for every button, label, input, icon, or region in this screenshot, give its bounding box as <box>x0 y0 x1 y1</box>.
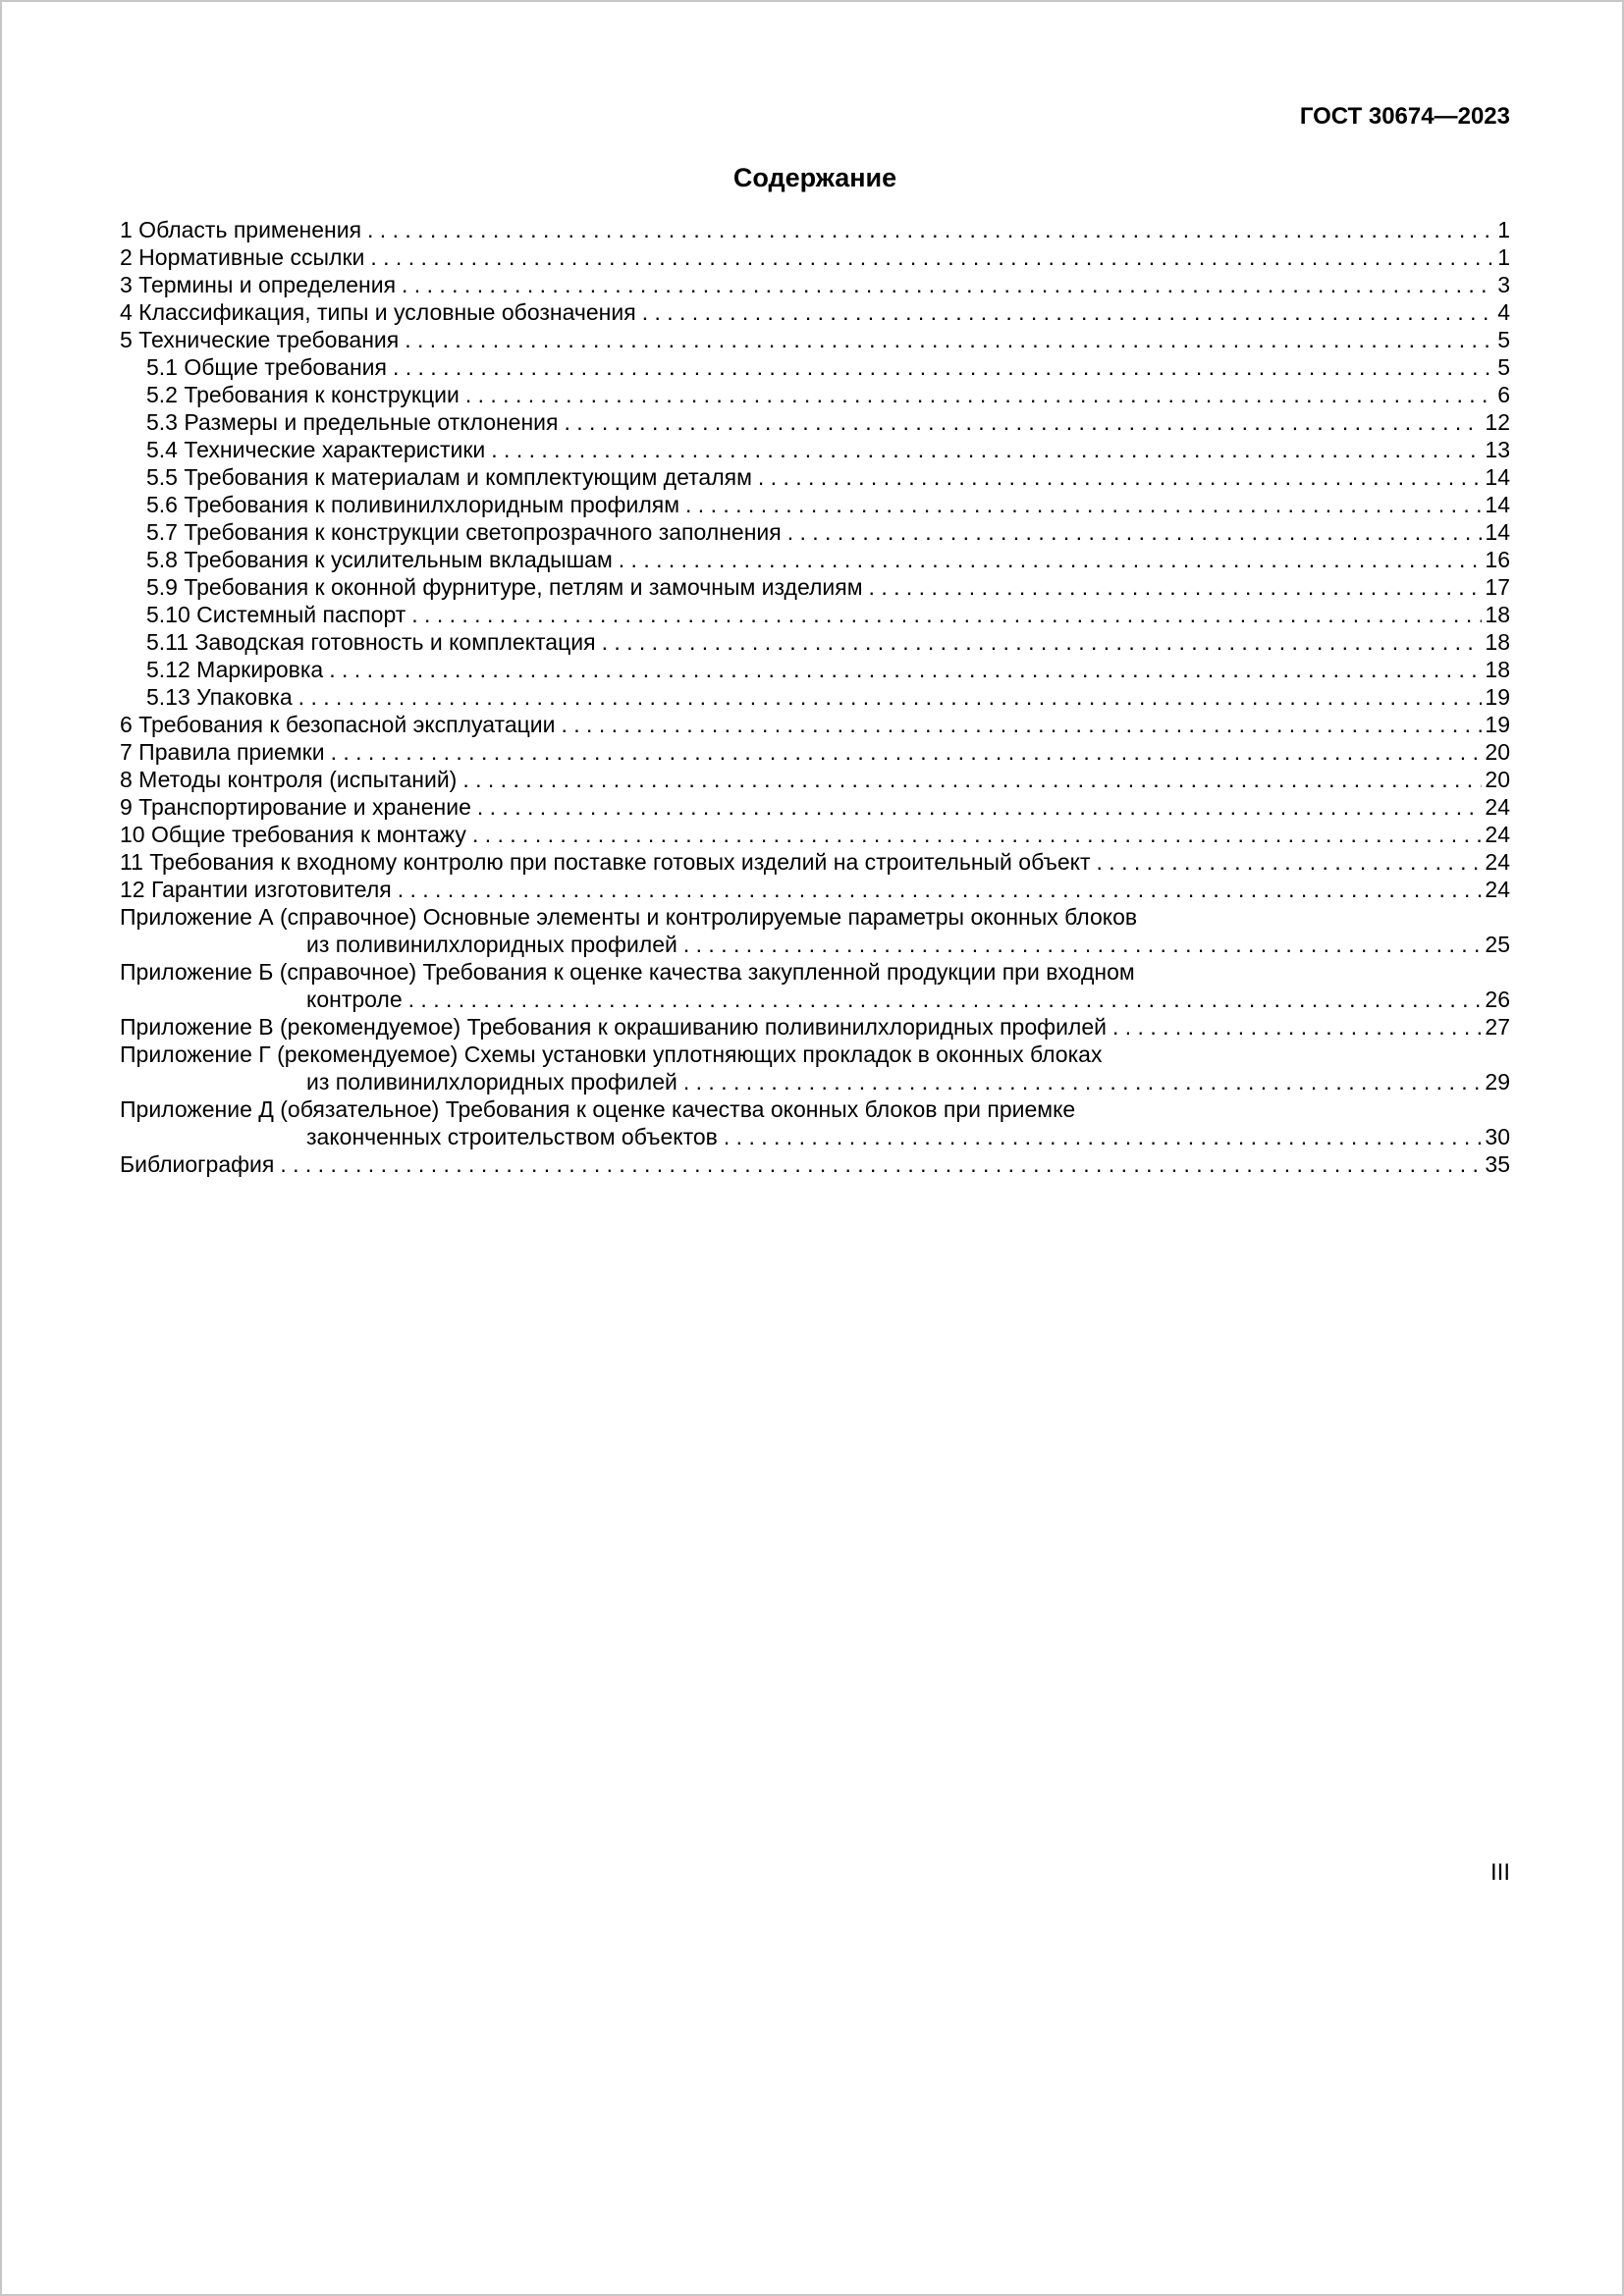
dot-leader <box>367 216 1494 243</box>
toc-entry-page: 17 <box>1485 574 1510 600</box>
toc-entry <box>120 1095 1510 1150</box>
toc-entry-page: 19 <box>1485 684 1510 710</box>
toc-entry-page: 29 <box>1485 1069 1510 1095</box>
toc-entry-row <box>120 848 1510 876</box>
dot-leader <box>465 381 1494 408</box>
toc-entry-page: 14 <box>1485 492 1510 517</box>
toc-entry-page: 4 <box>1497 299 1510 325</box>
toc-entry-line2 <box>120 986 1510 1013</box>
toc-entry <box>120 353 1510 381</box>
toc-entry <box>120 381 1510 408</box>
toc-entry-label: 5.7 Требования к конструкции светопрозрачного заполнения <box>146 519 782 545</box>
page-content <box>120 2 1510 1178</box>
toc-entry-row <box>120 628 1510 656</box>
toc-entry-page: 1 <box>1497 244 1510 270</box>
toc-entry-label: 5.3 Размеры и предельные отклонения <box>146 409 559 435</box>
toc-entry-row <box>120 463 1510 491</box>
toc-entry <box>120 216 1510 243</box>
dot-leader <box>685 491 1482 518</box>
toc-entry-label: 5.11 Заводская готовность и комплектация <box>146 629 596 655</box>
dot-leader <box>393 353 1494 381</box>
toc-entry <box>120 958 1510 1013</box>
dot-leader <box>331 738 1483 766</box>
toc-entry-row <box>120 326 1510 353</box>
toc-entry-label: Приложение Г (рекомендуемое) Схемы установки уплотняющих прокладок в оконных блоках <box>120 1041 1103 1067</box>
dot-leader <box>408 986 1483 1013</box>
toc-entry-continuation: законченных строительством объектов <box>306 1124 718 1149</box>
toc-entry-label: 5.12 Маркировка <box>146 657 324 682</box>
toc-entry-row <box>120 573 1510 601</box>
dot-leader <box>398 876 1483 903</box>
toc-entry <box>120 408 1510 436</box>
toc-entry-row <box>120 546 1510 573</box>
dot-leader <box>564 408 1482 436</box>
toc-entry-label: 2 Нормативные ссылки <box>120 244 365 270</box>
toc-entry-row <box>120 1150 1510 1178</box>
toc-entry <box>120 903 1510 958</box>
dot-leader <box>787 518 1483 546</box>
toc-entry <box>120 518 1510 546</box>
toc-entry-page: 14 <box>1485 464 1510 490</box>
toc-entry-page: 35 <box>1485 1151 1510 1177</box>
toc-entry-line1 <box>120 1095 1510 1123</box>
toc-entry <box>120 848 1510 876</box>
toc-title: Содержание <box>732 163 897 192</box>
toc-entry-row <box>120 353 1510 381</box>
standard-number: ГОСТ 30674—2023 <box>1299 103 1510 130</box>
toc-entry-label: 5 Технические требования <box>120 327 400 352</box>
toc-entry <box>120 491 1510 518</box>
toc-entry-row <box>120 821 1510 848</box>
toc-entry-page: 18 <box>1485 657 1510 682</box>
dot-leader <box>462 766 1482 793</box>
toc-entry-row <box>120 271 1510 298</box>
toc-entry <box>120 821 1510 848</box>
toc-entry-line2 <box>120 931 1510 958</box>
toc-entry <box>120 463 1510 491</box>
dot-leader <box>758 463 1483 491</box>
toc-entry <box>120 793 1510 821</box>
page-number: III <box>1489 1859 1510 1886</box>
toc-entry-label: 5.4 Технические характеристики <box>146 437 486 462</box>
toc-entry-row <box>120 766 1510 793</box>
toc-entry-page: 16 <box>1485 547 1510 572</box>
toc-entry-row <box>120 436 1510 463</box>
toc-entry <box>120 326 1510 353</box>
toc-entry-label: 11 Требования к входному контролю при поставке готовых изделий на строительный объект <box>120 849 1091 875</box>
toc-entry <box>120 876 1510 903</box>
toc-entry-row <box>120 243 1510 271</box>
toc-entry <box>120 243 1510 271</box>
toc-entry-continuation: из поливинилхлоридных профилей <box>306 932 677 957</box>
toc-entry-page: 14 <box>1485 519 1510 545</box>
toc-entry-page: 13 <box>1485 437 1510 462</box>
toc-entry <box>120 766 1510 793</box>
dot-leader <box>329 656 1482 683</box>
toc-entry-row <box>120 711 1510 738</box>
toc-entry-label: 4 Классификация, типы и условные обозначения <box>120 299 636 325</box>
toc-entry-line1 <box>120 958 1510 986</box>
toc-entry-continuation: контроле <box>306 987 403 1012</box>
toc-entry-page: 20 <box>1485 767 1510 792</box>
dot-leader <box>1112 1013 1482 1041</box>
toc-entry-label: Приложение Д (обязательное) Требования к оценке качества оконных блоков при приемке <box>120 1096 1076 1122</box>
toc-entry-page: 18 <box>1485 602 1510 627</box>
toc-entry-page: 18 <box>1485 629 1510 655</box>
dot-leader <box>405 326 1494 353</box>
toc-entry-label: Приложение В (рекомендуемое) Требования к окрашиванию поливинилхлоридных профилей <box>120 1014 1107 1040</box>
toc-entry-row <box>120 1013 1510 1041</box>
toc-entry-page: 20 <box>1485 739 1510 765</box>
dot-leader <box>683 1068 1483 1095</box>
toc-entry-row <box>120 793 1510 821</box>
toc-entry-row <box>120 518 1510 546</box>
toc-entry-row <box>120 408 1510 436</box>
toc-entry-label: 3 Термины и определения <box>120 272 397 297</box>
toc-entry <box>120 573 1510 601</box>
dot-leader <box>280 1150 1482 1178</box>
toc-entry-label: 6 Требования к безопасной эксплуатации <box>120 712 556 737</box>
toc-entry-page: 24 <box>1485 877 1510 902</box>
dot-leader <box>642 298 1495 326</box>
toc-entry-label: 5.5 Требования к материалам и комплектующим деталям <box>146 464 752 490</box>
toc-entry-row <box>120 298 1510 326</box>
dot-leader <box>683 931 1483 958</box>
dot-leader <box>472 821 1482 848</box>
toc-entry-line2 <box>120 1068 1510 1095</box>
toc-entry <box>120 711 1510 738</box>
toc-entry <box>120 546 1510 573</box>
toc-entry <box>120 298 1510 326</box>
toc-entry-page: 24 <box>1485 822 1510 847</box>
dot-leader <box>491 436 1482 463</box>
toc-entry-label: 5.10 Системный паспорт <box>146 602 406 627</box>
toc-entry-label: Приложение А (справочное) Основные элементы и контролируемые параметры оконных блоков <box>120 904 1138 930</box>
dot-leader <box>411 601 1482 628</box>
toc-entry-page: 30 <box>1485 1124 1510 1149</box>
toc-entry-continuation: из поливинилхлоридных профилей <box>306 1069 677 1095</box>
dot-leader <box>724 1123 1483 1150</box>
toc-entry-page: 25 <box>1485 932 1510 957</box>
dot-leader <box>619 546 1483 573</box>
toc-entry-label: 5.2 Требования к конструкции <box>146 382 460 407</box>
toc-entry-page: 5 <box>1497 327 1510 352</box>
toc-entry-label: 5.6 Требования к поливинилхлоридным профилям <box>146 492 680 517</box>
document-header <box>120 2 1510 130</box>
toc-entry <box>120 1150 1510 1178</box>
toc-entry <box>120 683 1510 711</box>
toc-entry <box>120 1013 1510 1041</box>
toc-entry <box>120 436 1510 463</box>
toc-entry-label: 5.1 Общие требования <box>146 354 387 380</box>
toc-entry-label: 1 Область применения <box>120 217 362 242</box>
toc-entry-page: 27 <box>1485 1014 1510 1040</box>
toc-entry <box>120 1041 1510 1095</box>
toc-entry-row <box>120 381 1510 408</box>
toc-entry <box>120 628 1510 656</box>
toc-entry-row <box>120 683 1510 711</box>
toc-entry-page: 24 <box>1485 849 1510 875</box>
toc-entry-page: 19 <box>1485 712 1510 737</box>
toc-entry-page: 5 <box>1497 354 1510 380</box>
toc-entry <box>120 601 1510 628</box>
toc-entry-row <box>120 876 1510 903</box>
toc-entry-page: 26 <box>1485 987 1510 1012</box>
toc-entry-row <box>120 216 1510 243</box>
dot-leader <box>402 271 1494 298</box>
toc-entry-label: 12 Гарантии изготовителя <box>120 877 392 902</box>
toc-entry-label: 10 Общие требования к монтажу <box>120 822 466 847</box>
toc-entry-label: 7 Правила приемки <box>120 739 325 765</box>
toc-entry-label: Библиография <box>120 1151 275 1177</box>
toc-entry-row <box>120 601 1510 628</box>
toc-entry-row <box>120 656 1510 683</box>
toc-entry <box>120 656 1510 683</box>
toc-entry-label: 9 Транспортирование и хранение <box>120 794 471 820</box>
toc-entry-label: 5.13 Упаковка <box>146 684 293 710</box>
toc-list <box>120 216 1510 1178</box>
toc-entry-page: 12 <box>1485 409 1510 435</box>
toc-entry-line1 <box>120 1041 1510 1068</box>
dot-leader <box>477 793 1483 821</box>
toc-entry-label: 5.8 Требования к усилительным вкладышам <box>146 547 613 572</box>
toc-entry <box>120 271 1510 298</box>
dot-leader <box>370 243 1494 271</box>
toc-entry-page: 24 <box>1485 794 1510 820</box>
dot-leader <box>869 573 1483 601</box>
dot-leader <box>602 628 1483 656</box>
toc-entry-row <box>120 738 1510 766</box>
toc-entry-line1 <box>120 903 1510 931</box>
toc-entry-row <box>120 491 1510 518</box>
toc-entry-page: 1 <box>1497 217 1510 242</box>
dot-leader <box>298 683 1483 711</box>
toc-entry-label: 5.9 Требования к оконной фурнитуре, петлям и замочным изделиям <box>146 574 863 600</box>
toc-entry-label: Приложение Б (справочное) Требования к оценке качества закупленной продукции при входном <box>120 959 1135 985</box>
dot-leader <box>1097 848 1483 876</box>
toc-entry-page: 3 <box>1497 272 1510 297</box>
toc-entry-label: 8 Методы контроля (испытаний) <box>120 767 458 792</box>
toc-entry-page: 6 <box>1497 382 1510 407</box>
dot-leader <box>561 711 1482 738</box>
toc-entry-line2 <box>120 1123 1510 1150</box>
toc-entry <box>120 738 1510 766</box>
